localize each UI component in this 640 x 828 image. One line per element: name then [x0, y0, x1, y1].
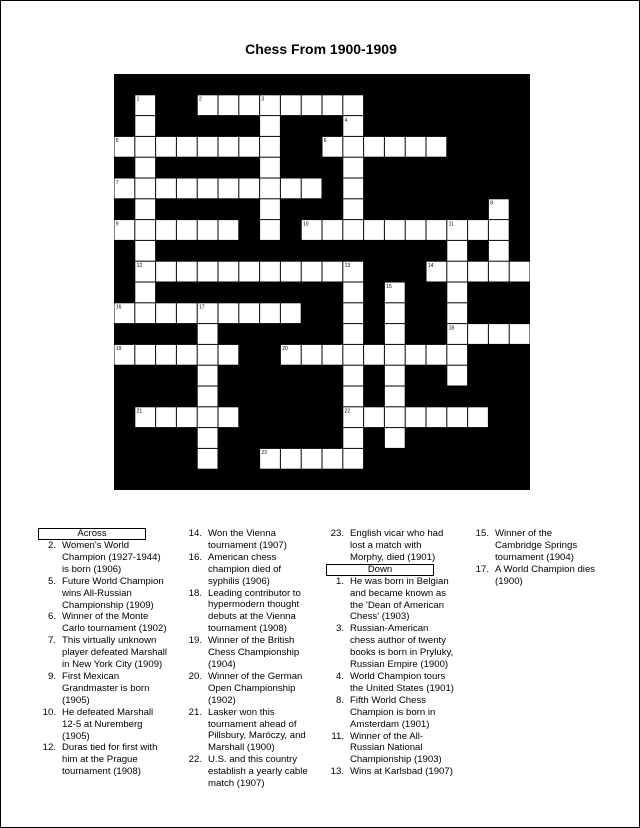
grid-cell[interactable] [364, 220, 384, 240]
grid-cell[interactable] [323, 262, 343, 282]
grid-cell[interactable] [198, 324, 218, 344]
grid-cell[interactable] [343, 137, 363, 157]
clue-text: Russian-American chess author of twenty books is born in Pryluky, Russian Empire (1900) [350, 623, 454, 671]
grid-cell[interactable] [239, 95, 259, 115]
grid-cell[interactable] [177, 345, 197, 365]
clue-text: American chess champion died of syphilis (1906) [208, 551, 282, 587]
grid-cell[interactable] [239, 179, 259, 199]
grid-cell[interactable] [219, 220, 239, 240]
cell-number: 7 [115, 179, 119, 186]
clue-text: Winner of the British Chess Championship (1904) [208, 635, 300, 670]
grid-cell[interactable] [343, 283, 363, 303]
grid-cell[interactable] [323, 95, 343, 115]
grid-cell[interactable] [385, 345, 405, 365]
grid-cell[interactable] [385, 407, 405, 427]
grid-cell[interactable] [156, 303, 176, 323]
grid-cell[interactable] [364, 137, 384, 157]
grid-cell[interactable] [198, 345, 218, 365]
grid-cell[interactable] [260, 158, 280, 178]
grid-cell[interactable] [343, 199, 363, 219]
grid-cell[interactable] [260, 116, 280, 136]
grid-cell[interactable] [489, 241, 509, 261]
grid-cell[interactable] [156, 137, 176, 157]
grid-cell[interactable] [489, 262, 509, 282]
cell-number: 6 [323, 138, 327, 145]
cell-number: 21 [136, 408, 143, 415]
clue-number: 12. [42, 742, 56, 754]
clue-item [184, 635, 314, 671]
grid-cell[interactable] [468, 324, 488, 344]
grid-cell[interactable] [343, 449, 363, 469]
clue-text: Fifth World Chess Champion is born in Amsterdam (1901) [350, 694, 436, 730]
grid-cell[interactable] [198, 179, 218, 199]
grid-cell[interactable] [219, 345, 239, 365]
grid-cell[interactable] [260, 179, 280, 199]
grid-cell[interactable] [468, 220, 488, 240]
grid-cell[interactable] [447, 407, 467, 427]
grid-cell[interactable] [135, 116, 155, 136]
grid-cell[interactable] [219, 262, 239, 282]
grid-cell[interactable] [323, 345, 343, 365]
cell-number: 23 [261, 450, 267, 457]
grid-cell[interactable] [343, 158, 363, 178]
grid-cell[interactable] [260, 262, 280, 282]
grid-cell[interactable] [156, 262, 176, 282]
clue-text: Winner of the Cambridge Springs tournament (1904) [495, 528, 578, 563]
cell-number: 8 [490, 200, 493, 207]
grid-cell[interactable] [260, 303, 280, 323]
clue-item [38, 576, 168, 612]
grid-cell[interactable] [343, 179, 363, 199]
grid-cell[interactable] [260, 199, 280, 219]
grid-cell[interactable] [343, 428, 363, 448]
clue-item [38, 635, 168, 671]
clue-number: 17. [475, 563, 489, 575]
cell-number: 9 [115, 221, 119, 228]
grid-cell[interactable] [156, 179, 176, 199]
grid-cell[interactable] [198, 220, 218, 240]
clue-number: 6. [47, 611, 56, 623]
clue-number: 2. [47, 540, 56, 551]
cell-number: 18 [448, 325, 455, 332]
grid-cell[interactable] [239, 262, 259, 282]
grid-background [114, 74, 530, 490]
clue-item [184, 588, 314, 636]
grid-cell[interactable] [281, 449, 301, 469]
grid-cell[interactable] [447, 366, 467, 386]
grid-cell[interactable] [406, 220, 426, 240]
grid-cell[interactable] [135, 158, 155, 178]
grid-cell[interactable] [385, 220, 405, 240]
grid-cell[interactable] [406, 137, 426, 157]
clue-text: World Champion tours the United States (1901) [350, 670, 454, 694]
clue-text: He was born in Belgian and became known as the 'Dean of American Chess' (1903) [350, 575, 449, 623]
clue-item [326, 695, 456, 731]
grid-cell[interactable] [198, 428, 218, 448]
clue-item [471, 564, 601, 588]
clue-item [184, 754, 314, 790]
cell-number: 14 [427, 263, 434, 269]
grid-cell[interactable] [198, 407, 218, 427]
grid-cell[interactable] [447, 241, 467, 261]
clue-number: 15. [475, 528, 489, 539]
grid-cell[interactable] [406, 345, 426, 365]
clue-text: A World Champion dies (1900) [495, 563, 596, 587]
grid-cell[interactable] [385, 324, 405, 344]
grid-cell[interactable] [302, 449, 322, 469]
grid-cell[interactable] [177, 303, 197, 323]
grid-cell[interactable] [364, 407, 384, 427]
clue-text: English vicar who had lost a match with Morphy, died (1901) [350, 528, 444, 563]
clue-column [471, 528, 601, 588]
grid-cell[interactable] [343, 95, 363, 115]
grid-cell[interactable] [385, 387, 405, 407]
grid-cell[interactable] [135, 283, 155, 303]
clue-text: He defeated Marshall 12-5 at Nuremberg (1905) [62, 706, 154, 742]
clue-item [326, 576, 456, 624]
page-title: Chess From 1900-1909 [245, 41, 397, 57]
cell-number: 16 [115, 304, 122, 311]
cell-number: 2 [199, 96, 202, 103]
grid-cell[interactable] [343, 303, 363, 323]
grid-cell[interactable] [302, 262, 322, 282]
clue-number: 13. [330, 766, 344, 778]
clue-text: Leading contributor to hypermodern thought debuts at the Vienna tournament (1908) [208, 587, 301, 635]
grid-cell[interactable] [198, 262, 218, 282]
grid-cell[interactable] [177, 137, 197, 157]
clue-text: First Mexican Grandmaster is born (1905) [62, 670, 150, 706]
clue-text: Women's World Champion (1927-1944) is born (1906) [62, 540, 161, 575]
grid-cell[interactable] [135, 137, 155, 157]
clue-text: Duras tied for first with him at the Prague tournament (1908) [62, 742, 158, 778]
grid-cell[interactable] [219, 303, 239, 323]
grid-cell[interactable] [385, 366, 405, 386]
cell-number: 20 [282, 346, 288, 353]
clue-item [326, 623, 456, 671]
clue-item [184, 528, 314, 552]
grid-cell[interactable] [135, 179, 155, 199]
grid-cell[interactable] [198, 387, 218, 407]
clue-number: 1. [335, 575, 344, 587]
grid-cell[interactable] [239, 303, 259, 323]
grid-cell[interactable] [219, 95, 239, 115]
clue-item [38, 611, 168, 635]
clue-item [326, 671, 456, 695]
grid-cell[interactable] [135, 199, 155, 219]
grid-cell[interactable] [302, 179, 322, 199]
grid-cell[interactable] [385, 137, 405, 157]
clue-number: 10. [42, 706, 56, 718]
grid-cell[interactable] [156, 345, 176, 365]
grid-cell[interactable] [489, 324, 509, 344]
grid-cell[interactable] [177, 262, 197, 282]
clue-text: Winner of the German Open Championship (1902) [208, 670, 303, 706]
grid-cell[interactable] [510, 262, 530, 282]
cell-number: 15 [386, 283, 392, 290]
grid-cell[interactable] [219, 137, 239, 157]
grid-cell[interactable] [219, 407, 239, 427]
cell-number: 12 [136, 263, 143, 269]
clue-item [326, 766, 456, 778]
grid-cell[interactable] [343, 366, 363, 386]
grid-cell[interactable] [427, 345, 447, 365]
cell-number: 11 [448, 221, 454, 228]
grid-cell[interactable] [156, 407, 176, 427]
grid-cell[interactable] [135, 241, 155, 261]
grid-cell[interactable] [135, 220, 155, 240]
cell-number: 17 [199, 304, 205, 311]
grid-cell[interactable] [302, 345, 322, 365]
clue-number: 19. [188, 635, 202, 647]
grid-cell[interactable] [427, 407, 447, 427]
cell-number: 3 [261, 96, 265, 103]
grid-cell[interactable] [427, 220, 447, 240]
grid-cell[interactable] [302, 95, 322, 115]
across-header: Across [38, 528, 146, 540]
clue-item [38, 540, 168, 576]
cell-number: 10 [303, 221, 309, 228]
clue-text: Wins at Karlsbad (1907) [350, 766, 453, 778]
grid-cell[interactable] [177, 179, 197, 199]
clue-number: 3. [335, 623, 344, 635]
grid-cell[interactable] [385, 303, 405, 323]
clue-item [38, 671, 168, 707]
cell-number: 1 [136, 96, 140, 103]
clue-number: 22. [188, 754, 202, 766]
clue-number: 20. [188, 670, 202, 682]
grid-cell[interactable] [343, 324, 363, 344]
grid-cell[interactable] [281, 95, 301, 115]
clue-number: 16. [188, 551, 202, 563]
cell-number: 5 [115, 138, 119, 145]
clue-text: U.S. and this country establish a yearly cable match (1907) [208, 754, 308, 790]
clue-number: 14. [188, 528, 202, 539]
grid-cell[interactable] [281, 303, 301, 323]
cell-number: 4 [344, 117, 348, 124]
grid-cell[interactable] [447, 345, 467, 365]
grid-cell[interactable] [343, 387, 363, 407]
clue-number: 8. [335, 694, 344, 706]
grid-cell[interactable] [135, 345, 155, 365]
grid-cell[interactable] [198, 449, 218, 469]
clue-number: 7. [47, 635, 56, 647]
clue-item [471, 528, 601, 564]
grid-cell[interactable] [281, 262, 301, 282]
clue-column [326, 528, 456, 778]
clue-column [184, 528, 314, 790]
clue-item [326, 528, 456, 564]
clue-text: Lasker won this tournament ahead of Pillsbury, Maróczy, and Marshall (1900) [208, 706, 306, 754]
grid-cell[interactable] [281, 179, 301, 199]
grid-cell[interactable] [385, 428, 405, 448]
clue-number: 23. [330, 528, 344, 539]
grid-cell[interactable] [510, 324, 530, 344]
clue-text: This virtually unknown player defeated Marshall in New York City (1909) [62, 635, 168, 671]
clue-item [38, 742, 168, 778]
grid-cell[interactable] [447, 303, 467, 323]
grid-cell[interactable] [468, 407, 488, 427]
grid-cell[interactable] [198, 137, 218, 157]
cell-number: 13 [344, 263, 351, 269]
clue-item [184, 707, 314, 755]
clue-item [38, 707, 168, 743]
grid-cell[interactable] [447, 262, 467, 282]
clue-number: 18. [188, 587, 202, 599]
clue-item [326, 731, 456, 767]
down-header: Down [326, 564, 434, 576]
grid-cell[interactable] [489, 220, 509, 240]
grid-cell[interactable] [260, 137, 280, 157]
grid-cell[interactable] [323, 220, 343, 240]
grid-cell[interactable] [343, 220, 363, 240]
grid-cell[interactable] [343, 345, 363, 365]
clue-item [184, 552, 314, 588]
grid-cell[interactable] [323, 449, 343, 469]
grid-cell[interactable] [260, 220, 280, 240]
grid-cell[interactable] [198, 366, 218, 386]
cell-number: 19 [115, 346, 122, 353]
clue-text: Won the Vienna tournament (1907) [208, 528, 287, 551]
grid-cell[interactable] [135, 303, 155, 323]
clue-text: Winner of the All-Russian National Championship (1903) [350, 730, 442, 766]
cell-number: 22 [344, 408, 351, 415]
grid-cell[interactable] [406, 407, 426, 427]
clue-number: 9. [47, 670, 56, 682]
crossword-grid-svg [114, 74, 530, 490]
clue-column [38, 528, 168, 778]
clue-text: Winner of the Monte Carlo tournament (1902) [62, 611, 167, 635]
grid-cell[interactable] [447, 283, 467, 303]
clue-number: 4. [335, 670, 344, 682]
clue-item [184, 671, 314, 707]
clue-number: 11. [331, 730, 344, 742]
crossword-grid [114, 74, 530, 490]
grid-cell[interactable] [219, 179, 239, 199]
grid-cell[interactable] [468, 262, 488, 282]
grid-cell[interactable] [156, 220, 176, 240]
grid-cell[interactable] [177, 220, 197, 240]
grid-cell[interactable] [364, 345, 384, 365]
clue-number: 21. [188, 706, 202, 718]
grid-cell[interactable] [427, 137, 447, 157]
grid-cell[interactable] [177, 407, 197, 427]
grid-cell[interactable] [239, 137, 259, 157]
clue-number: 5. [47, 575, 56, 587]
clue-text: Future World Champion wins All-Russian Championship (1909) [62, 575, 164, 611]
